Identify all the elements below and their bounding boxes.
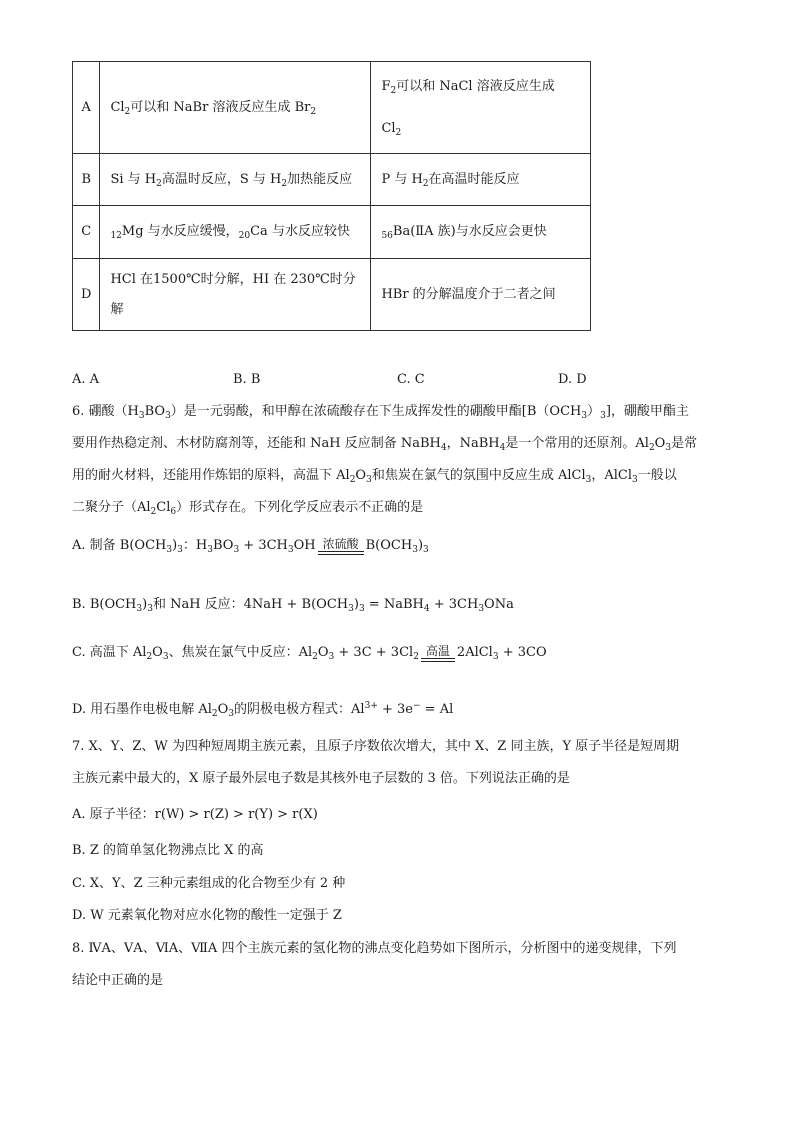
table-row: [73, 62, 591, 154]
row-left-cell: $_{12}$Mg 与水反应缓慢，$_{20}$Ca 与水反应较快: [100, 206, 371, 259]
table-row: [73, 206, 591, 259]
row-right-cell: P 与 $H_2$在高温时能反应: [371, 154, 591, 206]
q7-stem-line1: 7. X、Y、Z、W 为四种短周期主族元素，且原子序数依次增大，其中 X、Z 同主族，Y 原子半径是短周期: [72, 739, 680, 754]
q8-stem-line1: 8. ⅣA、ⅤA、ⅥA、ⅦA 四个主族元素的氢化物的沸点变化趋势如下图所示，分析图中的递变规律，下列: [72, 941, 677, 956]
row-right-cell: HBr 的分解温度介于二者之间: [371, 259, 591, 331]
row-label: C: [73, 206, 100, 259]
q7-option-c: C. X、Y、Z 三种元素组成的化合物至少有 2 种: [72, 876, 346, 891]
row-left-cell: $Cl_2$可以和 NaBr 溶液反应生成 $Br_2$: [100, 62, 371, 154]
q6-stem-line2: 要用作热稳定剂、木材防腐剂等，还能和 NaH 反应制备 NaBH$_4$，NaBH$_4$是一个常用的还原剂。$Al_2O_3$是常: [72, 436, 698, 453]
q6-stem-line1: 6. 硼酸$(H_3BO_3)$是一元弱酸，和甲醇在浓硫酸存在下生成挥发性的硼酸甲酯$[B(OCH_3)_3]$，硼酸甲酯主: [72, 404, 689, 421]
q7-option-a: A. 原子半径：r(W) > r(Z) > r(Y) > r(X): [72, 807, 318, 822]
choice-a: A. A: [72, 372, 100, 387]
row-right-cell: $F_2$可以和 NaCl 溶液反应生成 $Cl_2$: [371, 62, 591, 154]
row-label: D: [73, 259, 100, 331]
q8-stem-line2: 结论中正确的是: [72, 973, 164, 988]
row-left-cell: HCl 在1500℃时分解，HI 在 230℃时分 解: [100, 259, 371, 331]
reaction-arrow: 浓硫酸: [318, 537, 364, 555]
q6-option-b: B. $B(OCH_3)_3$和 NaH 反应：$4NaH + B(OCH_3)_3$ = NaBH$_4$ + $3CH_3ONa$: [72, 597, 514, 614]
q6-option-c: C. 高温下 $Al_2O_3$、焦炭在氯气中反应：$Al_2O_3 + 3C + 3Cl_2$ 高温 2AlCl$_3$ + 3CO: [72, 643, 547, 662]
choice-b: B. B: [233, 372, 261, 387]
reaction-arrow: 高温: [421, 644, 455, 662]
q7-stem-line2: 主族元素中最大的，X 原子最外层电子数是其核外电子层数的 3 倍。下列说法正确的是: [72, 771, 570, 786]
choice-c: C. C: [397, 372, 425, 387]
row-label: B: [73, 154, 100, 206]
table-row: [73, 154, 591, 206]
q7-option-b: B. Z 的简单氢化物沸点比 X 的高: [72, 843, 264, 858]
q6-option-d: D. 用石墨作电极电解 $Al_2O_3$的阴极电极方程式：$Al^{3+} + 3e^- = Al$: [72, 701, 454, 719]
row-left-cell: Si 与 $H_2$高温时反应，S 与 $H_2$加热能反应: [100, 154, 371, 206]
q7-option-d: D. W 元素氧化物对应水化物的酸性一定强于 Z: [72, 908, 342, 923]
q6-stem-line4: 二聚分子$(Al_2Cl_6)$形式存在。下列化学反应表示不正确的是: [72, 500, 424, 517]
q6-option-a: A. 制备 $B(OCH_3)_3$：$H_3BO_3 + 3CH_3OH$ 浓硫酸 $B(OCH_3)_3$: [72, 536, 429, 555]
table-row: [73, 259, 591, 331]
choice-d: D. D: [558, 372, 587, 387]
q6-stem-line3: 用的耐火材料，还能用作炼铝的原料，高温下 $Al_2O_3$和焦炭在氯气的氛围中反应生成 AlCl$_3$，AlCl$_3$一般以: [72, 468, 677, 485]
row-label: A: [73, 62, 100, 154]
row-right-cell: $_{56}$Ba(ⅡA 族)与水反应会更快: [371, 206, 591, 259]
options-table: [72, 61, 591, 331]
